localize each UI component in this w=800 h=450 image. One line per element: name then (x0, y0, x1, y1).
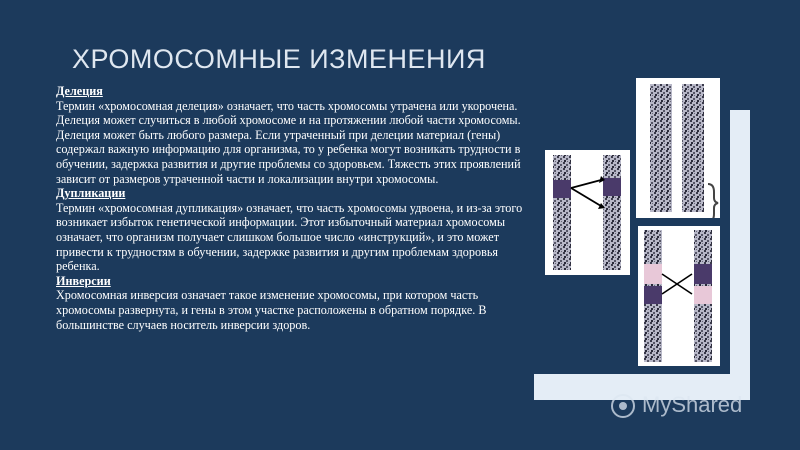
myshared-logo-icon (610, 393, 636, 419)
section-text-duplication: Термин «хромосомная дупликация» означает, что часть хромосомы удвоена, и из-за этого возникает избыток генетической информации. Этот избыточный материал хромосомы означает, что организм получает слишком большое число «инструкций», и это может привести к трудностям в обучении, задержке развития и другим проблемам здоровья ребенка. (56, 200, 523, 274)
chromosome-normal (553, 155, 571, 270)
deletion-chromosomes-svg (545, 150, 630, 275)
watermark (610, 392, 742, 419)
arrow-line-1 (571, 180, 601, 188)
chromosome-deleted (603, 155, 621, 270)
inversion-chromosomes-svg (638, 226, 720, 366)
band-dark-inverted (694, 264, 712, 284)
deletion-illustration (545, 150, 630, 275)
chromosome-band-dark (553, 180, 571, 198)
band-pink-inverted (694, 286, 712, 304)
section-heading-deletion: Делеция (56, 84, 103, 98)
content-text (56, 84, 534, 332)
chromosome-band-dark-2 (603, 178, 621, 196)
section-heading-duplication: Дупликации (56, 186, 126, 201)
duplication-illustration (636, 78, 720, 218)
inversion-illustration (638, 226, 720, 366)
duplication-chromosomes-svg (636, 78, 720, 218)
chromosome-left (650, 84, 672, 212)
arrow-line-2 (571, 188, 601, 206)
watermark-text: MyShared (642, 392, 743, 417)
section-heading-inversion: Инверсии (56, 273, 111, 288)
bracket-icon (708, 184, 718, 218)
band-dark-original (644, 286, 662, 304)
slide-title: ХРОМОСОМНЫЕ ИЗМЕНЕНИЯ (72, 44, 486, 74)
section-text-deletion: Термин «хромосомная делеция» означает, что часть хромосомы утрачена или укорочена. Делеция может случиться в любой хромосоме и на протяжении любой части хромосомы. Делеция может быть любого размера. Если утраченный при делеции материал (гены) содержал важную информацию для организма, то у ребенка могут возникать трудности в обучении, задержка развития и другие проблемы со здоровьем. Тяжесть этих проявлений зависит от размеров утраченной части и локализации внутри хромосомы. (56, 98, 521, 186)
section-text-inversion: Хромосомная инверсия означает такое изменение хромосомы, при котором часть хромосомы развернута, и гены в этом участке расположены в обратном порядке. В большинстве случаев носитель инверсии здоров. (56, 288, 487, 332)
band-pink-original (644, 264, 662, 284)
chromosome-right (682, 84, 704, 212)
